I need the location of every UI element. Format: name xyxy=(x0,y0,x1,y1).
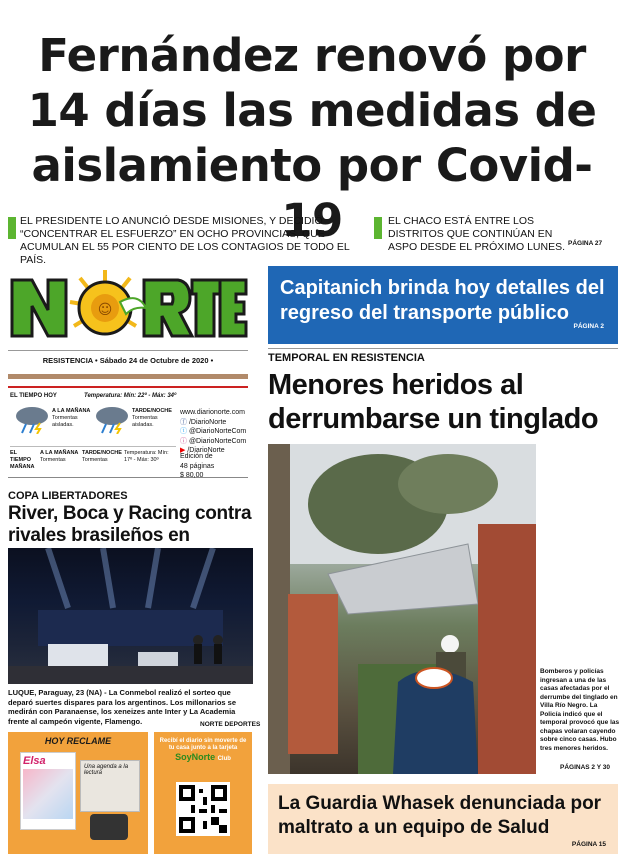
headline-line-1: Fernández renovó por xyxy=(38,29,586,82)
edition-pages: 48 páginas xyxy=(180,462,215,470)
subhead-right-marker xyxy=(374,217,382,239)
libertadores-caption: LUQUE, Paraguay, 23 (NA) - La Conmebol realizó el sorteo que deparó suertes dispares para los argentinos. Los millonarios se medirán con Paranaense, los xeneizes ante Inter y La Academia frente al campeón vigente, Flamengo. xyxy=(8,688,236,726)
instagram-icon: ⓘ xyxy=(180,437,187,445)
libertadores-title: River, Boca y Racing contra rivales brasileños en xyxy=(8,503,252,546)
dateline: RESISTENCIA • Sábado 24 de Octubre de 2020 • xyxy=(42,356,214,365)
youtube-row[interactable]: ▶ /DiarioNorte xyxy=(180,447,225,454)
storm-icon-evening xyxy=(94,406,130,434)
qr-code-icon[interactable] xyxy=(176,782,230,836)
headline-line-2: 14 días las medidas de xyxy=(27,84,597,137)
libertadores-section: NORTE DEPORTES xyxy=(200,721,261,728)
weather-evening-text: Tormentas aisladas. xyxy=(132,415,158,428)
bottom-story-page: PÁGINA 15 xyxy=(571,841,606,848)
libertadores-kicker: COPA LIBERTADORES xyxy=(8,490,128,502)
subhead-right: EL CHACO ESTÁ ENTRE LOS DISTRITOS QUE CONTINÚAN EN ASPO DESDE EL PRÓXIMO LUNES. xyxy=(388,215,565,253)
weather-tomorrow-evening-label: TARDE/NOCHE xyxy=(82,450,122,456)
subhead-right-page: PÁGINA 27 xyxy=(568,240,603,247)
weather-tomorrow-morning-text: Tormentas xyxy=(40,457,66,463)
magazine-cover xyxy=(20,752,76,830)
blue-story-title: Capitanich brinda hoy detalles del regreso del transporte público xyxy=(280,277,605,324)
facebook-icon: ⓕ xyxy=(180,418,187,426)
phone-icon xyxy=(90,814,128,840)
headline-line-3: aislamiento por Covid-19 xyxy=(31,139,593,247)
weather-temp: Temperatura: Mín: 22º - Máx: 34º xyxy=(84,393,177,399)
edition-price: $ 80,00 xyxy=(180,472,204,479)
dateline-rule xyxy=(8,350,248,351)
edition-label: Edición de xyxy=(180,453,213,460)
edition-details xyxy=(180,452,246,481)
instagram-row[interactable]: ⓘ @DiarioNorteCom xyxy=(180,437,247,445)
blue-story-box xyxy=(268,266,618,344)
bottom-story-title: La Guardia Whasek denunciada por maltrato a un equipo de Salud xyxy=(278,793,602,838)
main-story-caption: Bomberos y policías ingresan a una de las casas afectadas por el derrumbe del tinglado en Villa Río Negro. La Policía indicó que el temporal provocó que las chapas volaran cayendo sobre cinco casas. Hubo tres menores heridos. xyxy=(540,668,620,752)
norte-logo xyxy=(8,266,248,346)
storm-icon xyxy=(14,406,50,434)
blue-story-page: PÁGINA 2 xyxy=(573,323,604,330)
weather-evening-label: TARDE/NOCHE xyxy=(132,408,172,414)
weather-divider xyxy=(10,446,176,447)
weather-tomorrow-label: EL TIEMPO MAÑANA xyxy=(10,450,35,470)
twitter-row[interactable]: ⓣ @DiarioNorteCom xyxy=(180,428,247,435)
main-story-title: Menores heridos al derrumbarse un tinglado xyxy=(268,369,599,435)
svg-text:☺: ☺ xyxy=(97,302,113,318)
promo-left-title: HOY RECLAME xyxy=(44,736,112,746)
main-story-photo xyxy=(268,444,536,774)
website-link[interactable]: www.diarionorte.com xyxy=(180,409,245,416)
twitter-icon: ⓣ xyxy=(180,428,187,435)
main-story-rule xyxy=(268,348,618,349)
promo-right-brand: SoyNorte Club xyxy=(175,752,231,762)
weather-tomorrow-evening-text: Tormentas xyxy=(82,457,108,463)
magazine-title: Elsa xyxy=(23,755,46,767)
main-story-kicker: TEMPORAL EN RESISTENCIA xyxy=(268,352,425,364)
youtube-icon: ▶ xyxy=(180,447,186,454)
bottom-story-box xyxy=(268,784,618,854)
weather-tomorrow-temp: Temperatura: Mín: 17º - Máx: 30º xyxy=(124,450,169,463)
weather-morning-text: Tormentas aisladas. xyxy=(52,415,78,428)
edition-info xyxy=(180,408,250,456)
weather-tomorrow-morning-label: A LA MAÑANA xyxy=(40,450,79,456)
masthead-divider xyxy=(8,374,248,379)
subhead-left: EL PRESIDENTE LO ANUNCIÓ DESDE MISIONES, Y DECIDIÓ “CONCENTRAR EL ESFUERZO” EN OCHO PROVINCIAS, QUE ACUMULAN EL 55 POR CIENTO DE LOS CONTAGIOS DE TODO EL PAÍS. xyxy=(20,215,350,266)
weather-morning-label: A LA MAÑANA xyxy=(52,408,91,414)
promo-soynorte[interactable] xyxy=(154,732,252,854)
book-agenda: Una agenda a la lectura xyxy=(80,760,140,812)
main-story-pages: PÁGINAS 2 Y 30 xyxy=(560,764,610,771)
libertadores-photo xyxy=(8,548,253,684)
promo-right-text: Recibí el diario sin moverte de tu casa junto a la tarjeta xyxy=(159,738,247,751)
facebook-row[interactable]: ⓕ /DiarioNorte xyxy=(180,418,227,426)
subhead-left-marker xyxy=(8,217,16,239)
weather-title: EL TIEMPO HOY xyxy=(10,393,57,399)
promo-hoy-reclame[interactable] xyxy=(8,732,148,854)
